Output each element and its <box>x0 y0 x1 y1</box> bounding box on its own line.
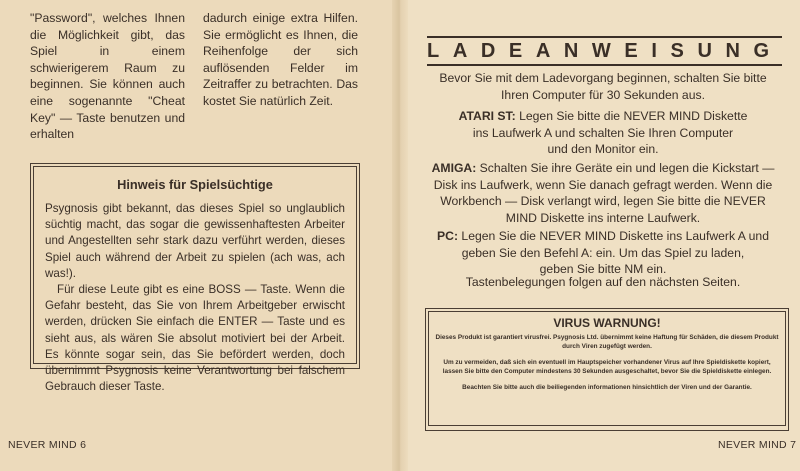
virus-warning-paragraph-2: Um zu vermeiden, daß sich ein eventuell im Hauptspeicher vorhandener Virus auf Ihre Spieldiskette kopiert, lassen Sie bitte den Computer mindestens 30 Sekunden ausgeschaltet, bevor Sie die Spieldiskette einlegen. <box>442 359 772 375</box>
virus-warning-box <box>425 308 789 431</box>
amiga-label: AMIGA: <box>431 161 477 175</box>
atari-line-2: ins Laufwerk A und schalten Sie Ihren Computer <box>472 125 734 140</box>
virus-warning-title: VIRUS WARNUNG! <box>553 316 661 330</box>
amiga-line-2: Disk ins Laufwerk, wenn Sie danach gefragt werden. Wenn die <box>433 177 773 192</box>
amiga-line-4: MIND Diskette ins interne Laufwerk. <box>505 210 701 225</box>
atari-line-3: und den Monitor ein. <box>547 142 659 157</box>
atari-instructions <box>418 108 788 158</box>
amiga-instructions <box>418 160 788 226</box>
addicts-notice-title: Hinweis für Spielsüchtige <box>117 177 273 192</box>
virus-warning-paragraph-3: Beachten Sie bitte auch die beiliegenden informationen hinsichtlich der Viren und der Garantie. <box>462 384 752 391</box>
addicts-notice-paragraph-1: Psygnosis gibt bekannt, das dieses Spiel so unglaublich süchtig macht, das sogar die gewissenhaftesten Arbeiter und Angestellten sehr stark dazu verführt werden, dieses Spiel auch während der Arbeit zu spielen (ach was, ach was!). <box>45 202 345 280</box>
pc-line-2: geben Sie den Befehl A: ein. Um das Spiel zu laden, <box>461 245 745 260</box>
atari-label: ATARI ST: <box>458 109 516 123</box>
addicts-notice-paragraph-2: Für diese Leute gibt es eine BOSS — Taste. Wenn die Gefahr besteht, das Sie von Ihrem Arbeitgeber erwischt werden, drücken Sie einfach die ENTER — Taste und es sieht aus, als wären Sie absolut motiviert bei der Arbeit. Es könnte sogar sein, das Sie befördert werden, doch übernimmt Psygnosis keine Verantwortung bei falschem Gebrauch dieser Taste. <box>45 283 345 394</box>
intro-paragraph <box>418 70 788 103</box>
atari-text-1: Legen Sie bitte die NEVER MIND Diskette <box>515 109 748 123</box>
key-assignments-note: Tastenbelegungen folgen auf den nächsten Seiten. <box>465 275 741 289</box>
intro-line-2: Ihren Computer für 30 Sekunden aus. <box>501 87 705 102</box>
page-number-left: NEVER MIND 6 <box>8 439 87 451</box>
atari-line-1 <box>418 108 788 125</box>
intro-line-1: Bevor Sie mit dem Ladevorgang beginnen, schalten Sie bitte <box>439 71 767 85</box>
pc-label: PC: <box>437 229 459 243</box>
right-column-text: dadurch einige extra Hilfen. Sie ermöglicht es Ihnen, die Reihenfolge der sich auflösenden Felder im Zeitraffer zu betrachten. Das kostet Sie natürlich Zeit. <box>203 11 358 108</box>
amiga-line-1 <box>418 160 788 177</box>
amiga-text-1: Schalten Sie ihre Geräte ein und legen die Kickstart — <box>476 161 775 175</box>
pc-line-1 <box>418 228 788 245</box>
addicts-notice-box <box>30 163 360 394</box>
book-gutter <box>392 0 408 471</box>
pc-line-3: geben Sie bitte NM ein. <box>539 262 667 277</box>
virus-warning-paragraph-1: Dieses Produkt ist garantiert virusfrei. Psygnosis Ltd. übernimmt keine Haftung für Schäden, die diesem Produkt durch Viren zugefügt werden. <box>435 334 779 350</box>
left-column-text: "Password", welches Ihnen die Möglichkeit gibt, das Spiel in einem schwierigerem Raum zu beginnen. Sie können auch eine sogenannte "Cheat Key" — Taste benutzen und erhalten <box>30 11 185 142</box>
amiga-line-3: Workbench — Disk verlangt wird, legen Sie bitte die NEVER <box>440 194 766 209</box>
page-number-right: NEVER MIND 7 <box>718 439 797 451</box>
loading-instructions-heading: LADEANWEISUNG <box>427 36 782 66</box>
pc-instructions <box>418 228 788 278</box>
pc-text-1: Legen Sie die NEVER MIND Diskette ins Laufwerk A und <box>458 229 769 243</box>
